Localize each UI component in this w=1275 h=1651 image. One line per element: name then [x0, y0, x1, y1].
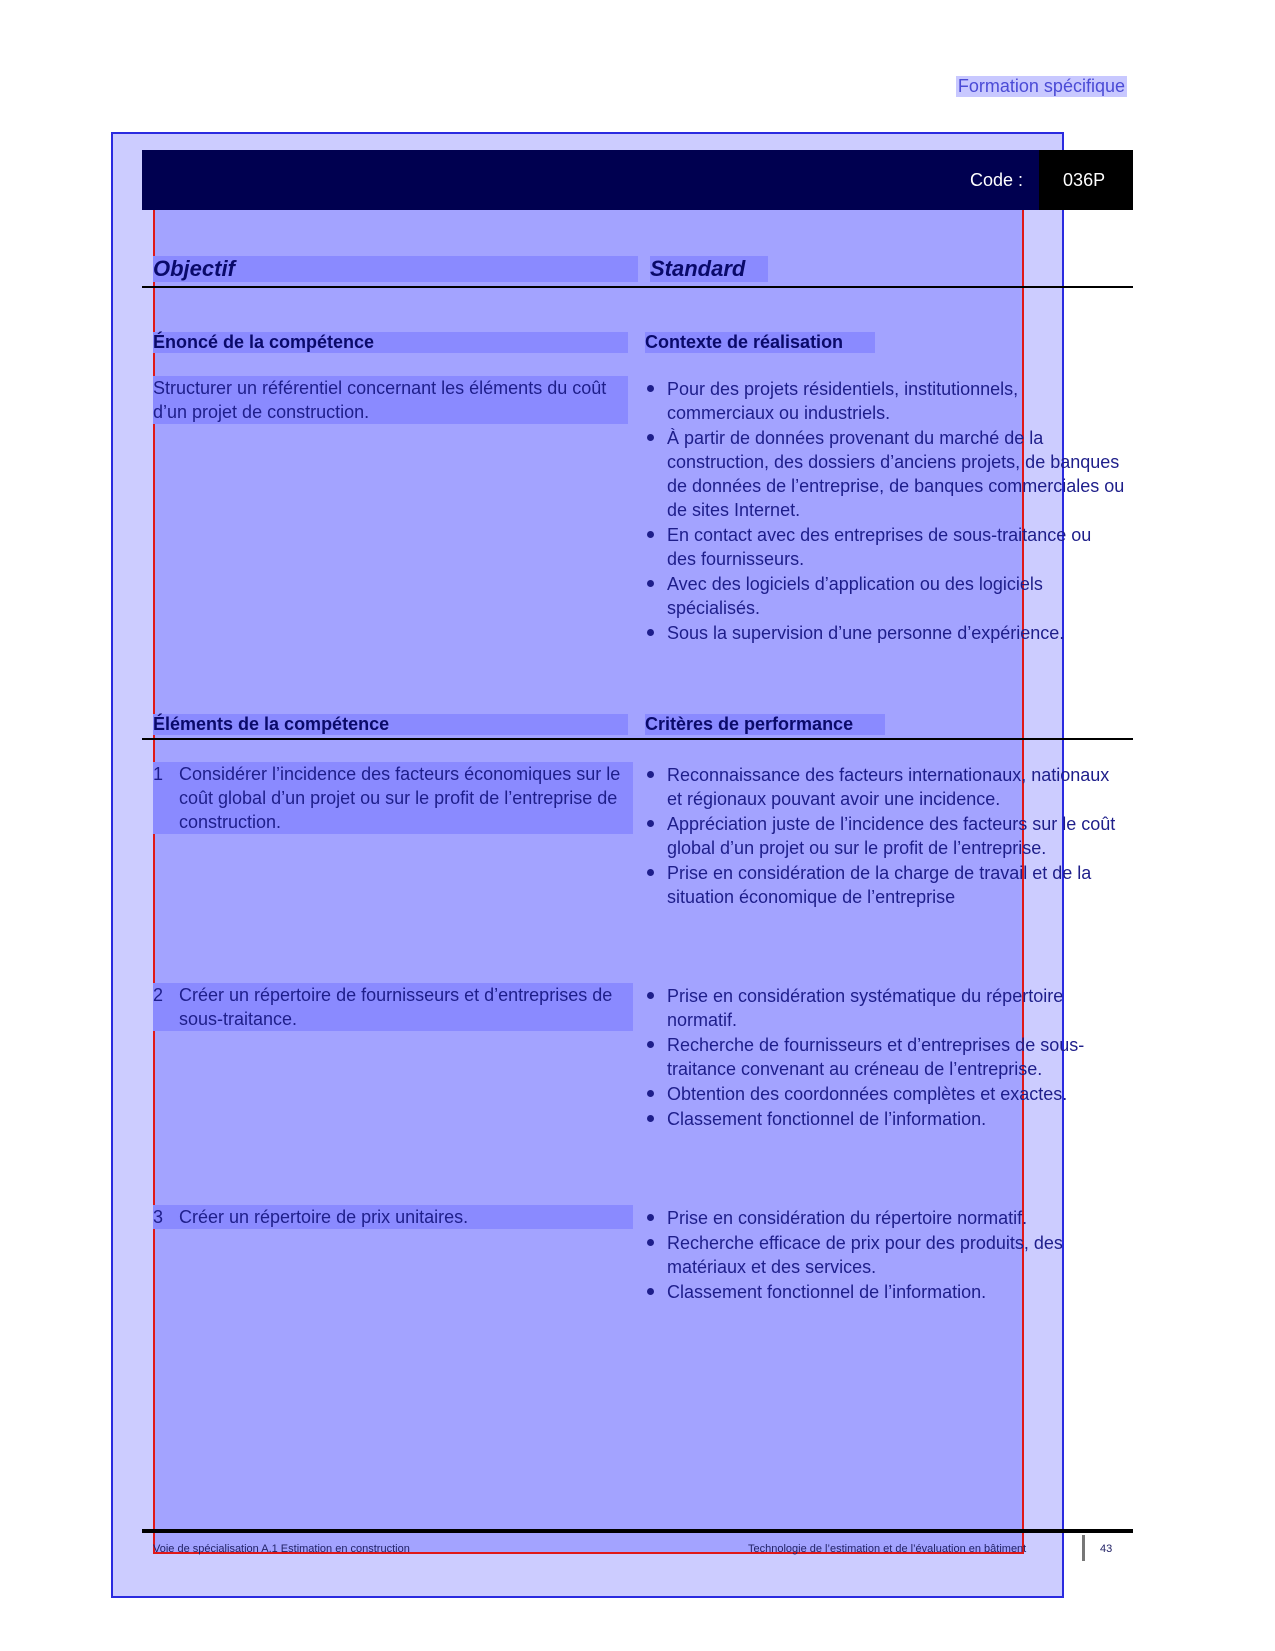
- code-value: 036P: [1063, 170, 1106, 190]
- element-text: Créer un répertoire de fournisseurs et d’entreprises de sous-traitance.: [179, 985, 613, 1029]
- list-item: Reconnaissance des facteurs internationaux, nationaux et régionaux pouvant avoir une incidence.: [645, 763, 1125, 811]
- list-item: Recherche efficace de prix pour des produits, des matériaux et des services.: [645, 1231, 1125, 1279]
- element-number: 2: [153, 985, 164, 1005]
- element-item-3: [153, 1205, 633, 1229]
- list-item: Prise en considération de la charge de travail et de la situation économique de l’entreprise: [645, 861, 1125, 909]
- enonce-title: Énoncé de la compétence: [153, 332, 628, 353]
- footer-separator: [1082, 1535, 1085, 1561]
- page-number: 43: [1100, 1543, 1113, 1555]
- contexte-list: [645, 377, 1125, 646]
- element-number: 3: [153, 1207, 164, 1227]
- elements-title: Éléments de la compétence: [153, 714, 628, 735]
- contexte-title: Contexte de réalisation: [645, 332, 875, 353]
- list-item: À partir de données provenant du marché de la construction, des dossiers d’anciens projets, de banques de données de l’entreprise, de banques commerciales ou de sites Internet.: [645, 426, 1125, 522]
- footer-rule: [142, 1529, 1133, 1533]
- list-item: Prise en considération systématique du répertoire normatif.: [645, 984, 1125, 1032]
- list-item: En contact avec des entreprises de sous-traitance ou des fournisseurs.: [645, 523, 1125, 571]
- criteria-list-2: [645, 984, 1125, 1132]
- list-item: Classement fonctionnel de l’information.: [645, 1280, 1125, 1304]
- list-item: Pour des projets résidentiels, institutionnels, commerciaux ou industriels.: [645, 377, 1125, 425]
- criteria-list-3: [645, 1206, 1125, 1305]
- criteres-title: Critères de performance: [645, 714, 885, 735]
- enonce-text: Structurer un référentiel concernant les éléments du coût d’un projet de construction.: [153, 376, 628, 424]
- list-item: Avec des logiciels d’application ou des logiciels spécialisés.: [645, 572, 1125, 620]
- criteria-list-1: [645, 763, 1125, 910]
- objectif-title: Objectif: [153, 256, 638, 282]
- list-item: Obtention des coordonnées complètes et exactes.: [645, 1082, 1125, 1106]
- code-label: Code :: [970, 170, 1024, 190]
- list-item: Sous la supervision d’une personne d’expérience.: [645, 621, 1125, 645]
- element-number: 1: [153, 764, 164, 784]
- footer-right-text: Technologie de l’estimation et de l’évaluation en bâtiment: [748, 1543, 1027, 1555]
- standard-title: Standard: [650, 256, 768, 282]
- list-item: Classement fonctionnel de l’information.: [645, 1107, 1125, 1131]
- elements-rule: [142, 738, 1133, 740]
- list-item: Appréciation juste de l’incidence des facteurs sur le coût global d’un projet ou sur le profit de l’entreprise.: [645, 812, 1125, 860]
- element-item-1: [153, 762, 633, 834]
- list-item: Prise en considération du répertoire normatif.: [645, 1206, 1125, 1230]
- footer-left-text: Voie de spécialisation A.1 Estimation en construction: [153, 1543, 410, 1555]
- element-text: Créer un répertoire de prix unitaires.: [179, 1207, 469, 1227]
- list-item: Recherche de fournisseurs et d’entreprises de sous-traitance convenant au créneau de l’entreprise.: [645, 1033, 1125, 1081]
- code-field: [970, 170, 1105, 191]
- objectif-rule: [142, 286, 1133, 288]
- element-item-2: [153, 983, 633, 1031]
- formation-label: Formation spécifique: [957, 76, 1125, 96]
- element-text: Considérer l’incidence des facteurs économiques sur le coût global d’un projet ou sur le profit de l’entreprise de construction.: [179, 764, 621, 832]
